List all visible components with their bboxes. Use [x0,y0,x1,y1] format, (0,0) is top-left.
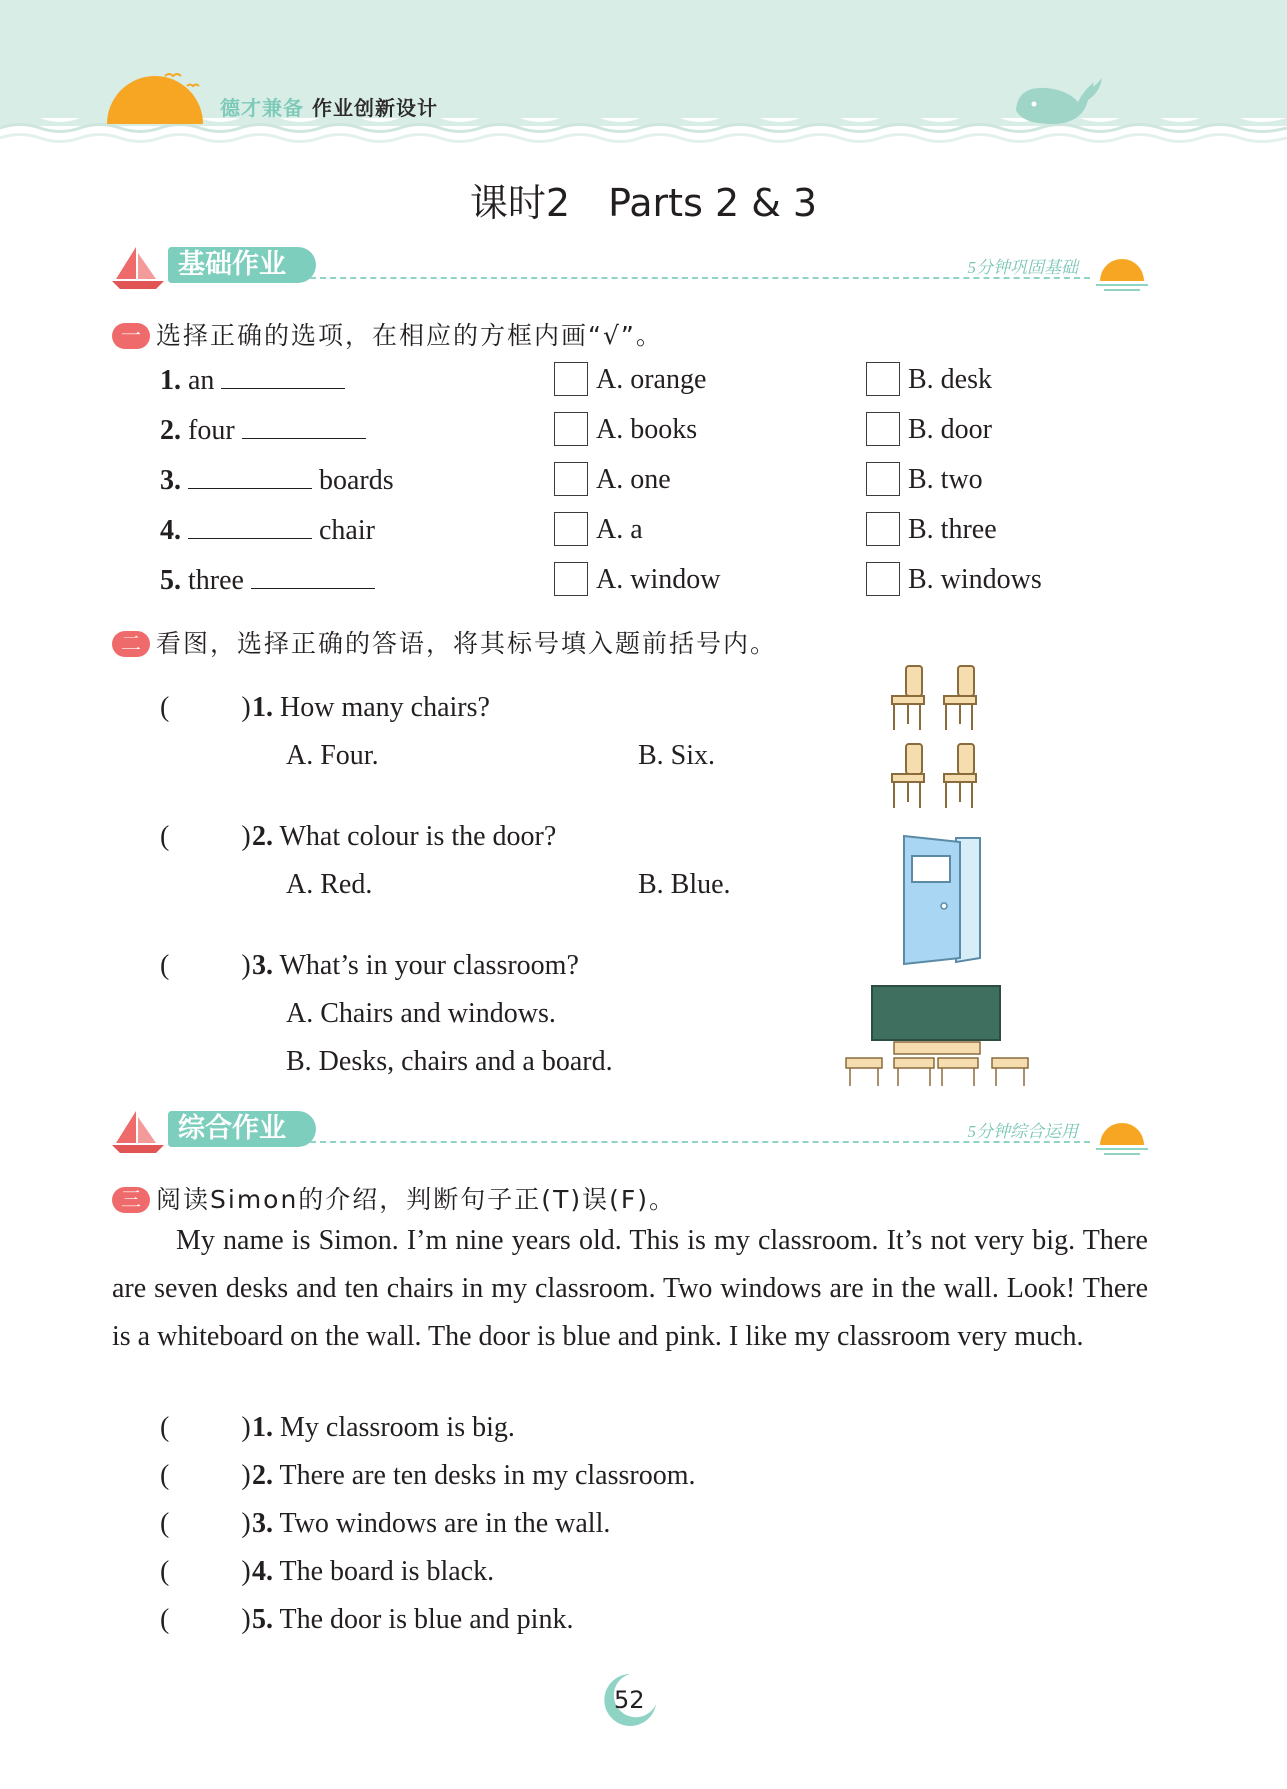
item-number: 1. [160,365,181,396]
question-3-heading [112,1180,676,1216]
sailboat-icon [110,243,166,291]
checkbox-a[interactable] [554,362,588,396]
item-number: 4. [252,1556,273,1587]
classroom-picture [842,984,1036,1090]
sun-icon [105,62,205,132]
option-b: B. door [908,414,992,445]
item-statement: Two windows are in the wall. [279,1508,611,1539]
section-note: 5分钟巩固基础 [967,258,1078,277]
checkbox-b[interactable] [866,512,900,546]
item-number: 2. [160,415,181,446]
tf-item-2 [252,1460,695,1492]
series-subtitle: 作业创新设计 [312,96,438,120]
section-title: 基础作业 [168,247,316,283]
item-number: 1. [252,692,273,723]
question-2-heading [112,624,777,660]
option-a: A. Red. [286,869,373,900]
checkbox-a[interactable] [554,562,588,596]
q1-item-5 [160,564,375,597]
answer-bracket[interactable]: ( ) [160,1412,251,1443]
option-b: B. Six. [638,740,716,771]
item-number: 3. [160,465,181,496]
section-banner-basic [110,243,1150,293]
item-number: 2. [252,821,273,852]
checkbox-b[interactable] [866,412,900,446]
q1-item-1 [160,364,345,397]
answer-bracket[interactable]: ( ) [160,821,251,852]
item-number: 1. [252,1412,273,1443]
q2-item-3 [252,950,579,982]
item-number: 3. [252,950,273,981]
checkbox-a[interactable] [554,412,588,446]
checkbox-b[interactable] [866,462,900,496]
item-number: 3. [252,1508,273,1539]
option-a: A. Four. [286,740,379,771]
answer-blank[interactable] [242,414,366,439]
tf-item-3 [252,1508,610,1540]
tf-item-4 [252,1556,494,1588]
option-b: B. two [908,464,983,495]
item-statement: The door is blue and pink. [279,1604,574,1635]
item-prefix: an [188,365,215,396]
checkbox-a[interactable] [554,462,588,496]
item-number: 5. [160,565,181,596]
option-b: B. windows [908,564,1042,595]
option-a: A. Chairs and windows. [286,998,556,1029]
page-number-badge [600,1670,660,1730]
checkbox-b[interactable] [866,362,900,396]
reading-passage: My name is Simon. I’m nine years old. This is my classroom. It’s not very big. There are seven desks and ten chairs in my classroom. Two windows are in the wall. Look! There is a whiteboard on the wall. The door is blue and pink. I like my classroom very much. [112,1225,1148,1352]
question-instruction: 阅读Simon的介绍，判断句子正(T)误(F)。 [156,1185,676,1214]
sunset-icon [1094,253,1150,293]
option-a: A. a [596,514,643,545]
lesson-title: 课时2 Parts 2 & 3 [469,181,818,225]
option-a: A. window [596,564,721,595]
answer-bracket[interactable]: ( ) [160,950,251,981]
door-picture [900,834,982,966]
whale-icon [1012,74,1112,132]
q2-item-1 [252,692,490,724]
answer-blank[interactable] [221,364,345,389]
option-b: B. desk [908,364,992,395]
item-question: What’s in your classroom? [279,950,579,981]
answer-blank[interactable] [188,514,312,539]
option-b: B. three [908,514,997,545]
item-suffix: boards [319,465,394,496]
item-question: What colour is the door? [279,821,557,852]
question-badge: 二 [112,631,150,657]
answer-bracket[interactable]: ( ) [160,1604,251,1635]
option-b: B. Blue. [638,869,731,900]
answer-bracket[interactable]: ( ) [160,692,251,723]
question-badge: 一 [112,323,150,349]
section-title: 综合作业 [168,1111,316,1147]
question-instruction: 看图，选择正确的答语，将其标号填入题前括号内。 [156,629,778,658]
option-a: A. one [596,464,671,495]
item-statement: The board is black. [279,1556,495,1587]
question-1-heading [112,316,663,352]
option-a: A. orange [596,364,707,395]
item-number: 2. [252,1460,273,1491]
item-question: How many chairs? [280,692,490,723]
section-note: 5分钟综合运用 [967,1122,1078,1141]
item-statement: My classroom is big. [280,1412,515,1443]
chairs-picture [886,660,996,814]
answer-bracket[interactable]: ( ) [160,1508,251,1539]
tf-item-5 [252,1604,573,1636]
sailboat-icon [110,1107,166,1155]
answer-blank[interactable] [251,564,375,589]
item-number: 4. [160,515,181,546]
question-instruction: 选择正确的选项，在相应的方框内画“√”。 [156,321,663,350]
option-a: A. books [596,414,698,445]
checkbox-b[interactable] [866,562,900,596]
item-suffix: chair [319,515,375,546]
tf-item-1 [252,1412,515,1444]
answer-bracket[interactable]: ( ) [160,1460,251,1491]
section-banner-comprehensive [110,1107,1150,1157]
question-badge: 三 [112,1187,150,1213]
item-prefix: three [188,565,244,596]
q1-item-2 [160,414,366,447]
option-b: B. Desks, chairs and a board. [286,1046,613,1077]
sunset-icon [1094,1117,1150,1157]
item-number: 5. [252,1604,273,1635]
answer-blank[interactable] [188,464,312,489]
q1-item-4 [160,514,375,547]
item-statement: There are ten desks in my classroom. [279,1460,696,1491]
q2-item-2 [252,821,556,853]
item-prefix: four [188,415,235,446]
series-name: 德才兼备 [220,96,304,120]
page-number: 52 [614,1686,645,1714]
answer-bracket[interactable]: ( ) [160,1556,251,1587]
checkbox-a[interactable] [554,512,588,546]
q1-item-3 [160,464,394,497]
